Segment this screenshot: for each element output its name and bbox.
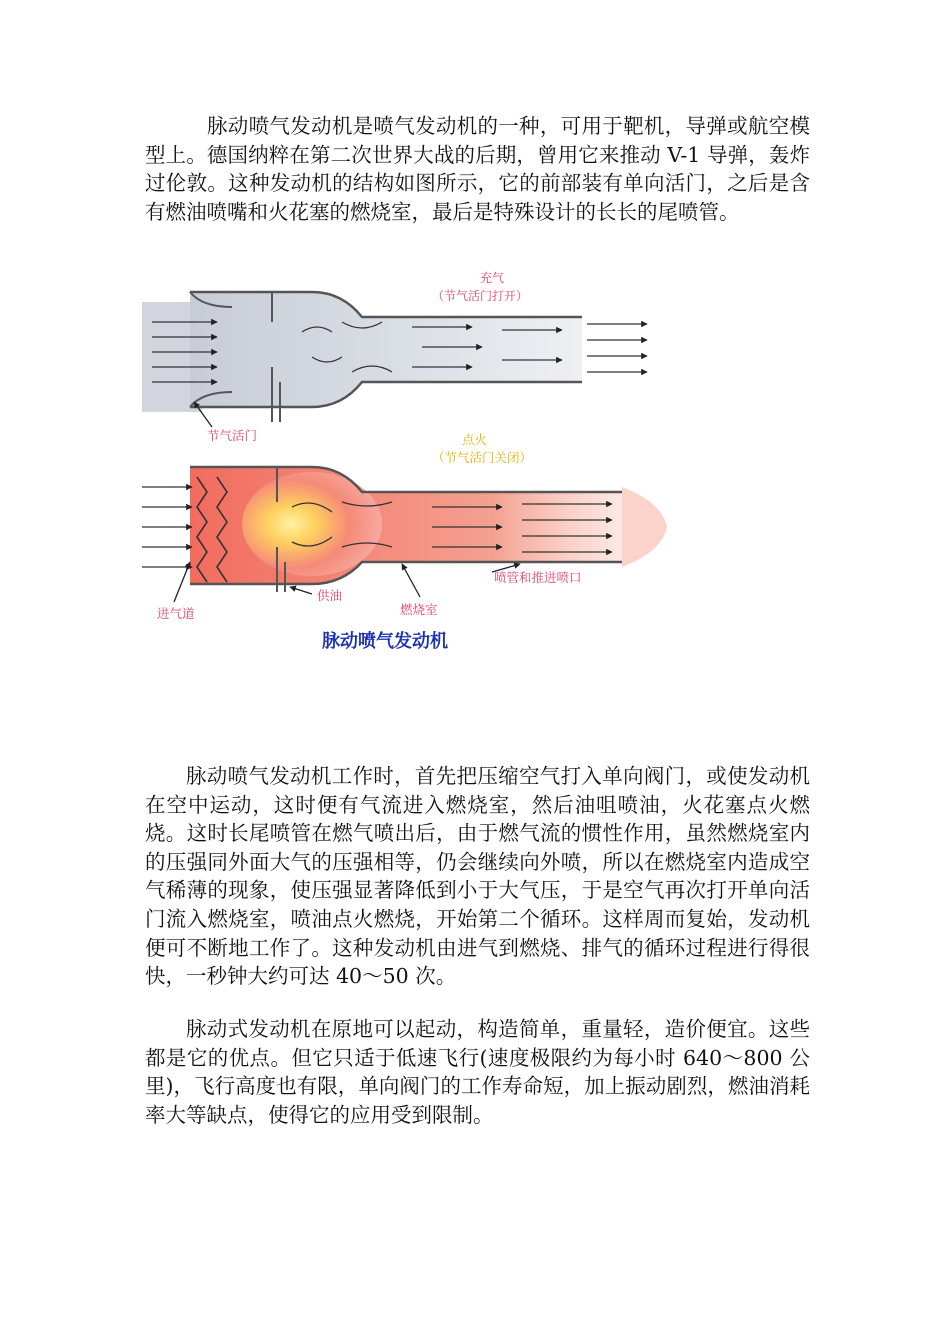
pulse-jet-engine-diagram <box>142 262 682 662</box>
intake-label: 进气道 <box>157 606 195 621</box>
valve-label: 节气活门 <box>207 428 258 443</box>
pros-cons-paragraph: 脉动式发动机在原地可以起动，构造简单，重量轻，造价便宜。这些都是它的优点。但它只适于低速飞行(速度极限约为每小时 640～800 公里)，飞行高度也有限，单向阀门的工作寿命短，加上振动剧烈，燃油消耗率大等缺点，使得它的应用受到限制。 <box>145 1017 810 1127</box>
charge-label: 充气 <box>480 271 505 285</box>
operation-paragraph: 脉动喷气发动机工作时，首先把压缩空气打入单向阀门，或使发动机在空中运动，这时便有气流进入燃烧室，然后油咀喷油，火花塞点火燃烧。这时长尾喷管在燃气喷出后，由于燃气流的惯性作用，虽然燃烧室内的压强同外面大气的压强相等，仍会继续向外喷，所以在燃烧室内造成空气稀薄的现象，使压强显著降低到小于大气压，于是空气再次打开单向活门流入燃烧室，喷油点火燃烧，开始第二个循环。这样周而复始，发动机便可不断地工作了。这种发动机由进气到燃烧、排气的循环过程进行得很快，一秒钟大约可达 40～50 次。 <box>145 764 810 989</box>
ignite-label: 点火 <box>462 432 488 447</box>
fuel-label: 供油 <box>317 588 343 603</box>
engine-charging <box>142 270 647 422</box>
charge-sub-label: （节气活门打开） <box>432 289 529 303</box>
nozzle-label: 喷管和推进喷口 <box>494 570 582 585</box>
intro-paragraph: 脉动喷气发动机是喷气发动机的一种，可用于靶机，导弹或航空模型上。德国纳粹在第二次世界大战的后期，曾用它来推动 V-1 导弹，轰炸过伦敦。这种发动机的结构如图所示，它的前部装有单向活门，之后是含有燃油喷嘴和火花塞的燃烧室，最后是特殊设计的长长的尾喷管。 <box>145 114 810 224</box>
chamber-label: 燃烧室 <box>400 602 438 617</box>
figure-title: 脉动喷气发动机 <box>322 631 448 652</box>
ignite-sub-label: （节气活门关闭） <box>432 450 533 465</box>
